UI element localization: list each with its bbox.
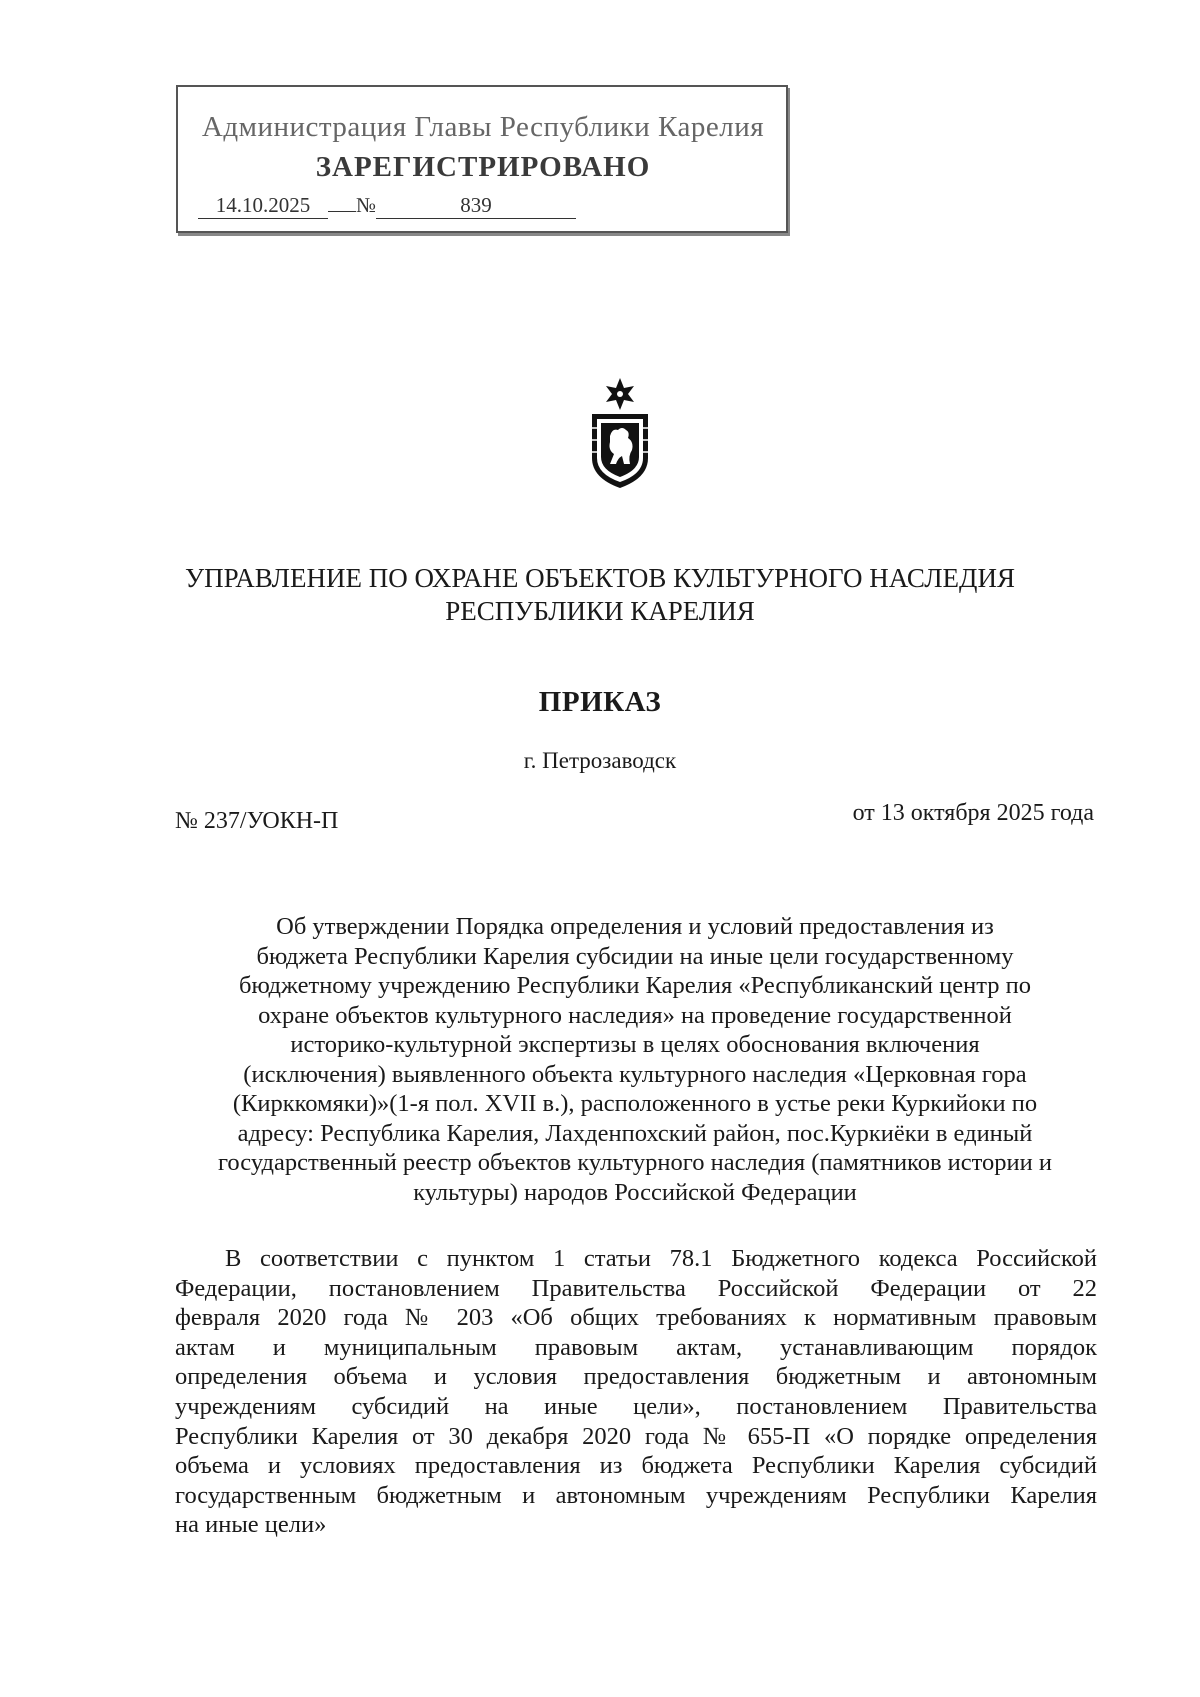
subject-line: историко-культурной экспертизы в целях обоснования включения — [290, 1031, 980, 1058]
agency-line-1: УПРАВЛЕНИЕ ПО ОХРАНЕ ОБЪЕКТОВ КУЛЬТУРНОГО НАСЛЕДИЯ — [185, 563, 1015, 593]
subject-line: охране объектов культурного наследия» на проведение государственной — [258, 1001, 1012, 1029]
stamp-registration-line — [198, 193, 576, 219]
agency-name — [150, 562, 1050, 628]
subject-line: бюджета Республики Карелия субсидии на иные цели государственному — [256, 942, 1014, 970]
coat-of-arms-icon — [588, 378, 652, 490]
order-preamble — [175, 1244, 1097, 1540]
body-line: учреждениям субсидий на иные цели», постановлением Правительства — [175, 1392, 1097, 1420]
order-number: № 237/УОКН-П — [175, 808, 339, 834]
body-line: объема и условиях предоставления из бюджета Республики Карелия субсидий — [175, 1452, 1097, 1480]
body-line: Федерации, постановлением Правительства Российской Федерации от 22 — [175, 1274, 1097, 1302]
body-line: определения объема и условия предоставления бюджетным и автономным — [175, 1363, 1097, 1391]
body-line: Республики Карелия от 30 декабря 2020 года № 655-П «О порядке определения — [175, 1422, 1097, 1450]
order-date: от 13 октября 2025 года — [852, 800, 1094, 826]
stamp-status: ЗАРЕГИСТРИРОВАНО — [315, 151, 651, 183]
stamp-date: 14.10.2025 — [198, 193, 328, 219]
document-type: ПРИКАЗ — [538, 686, 662, 718]
subject-line: (исключения) выявленного объекта культурного наследия «Церковная гора — [243, 1060, 1027, 1088]
registration-stamp — [176, 85, 788, 233]
stamp-number: 839 — [376, 193, 576, 219]
stamp-authority: Администрация Главы Республики Карелия — [201, 111, 765, 143]
order-subject — [175, 912, 1095, 1207]
body-line: государственным бюджетным и автономным учреждениям Республики Карелия — [175, 1481, 1097, 1509]
body-line: февраля 2020 года № 203 «Об общих требованиях к нормативным правовым — [175, 1304, 1097, 1332]
subject-line: (Кирккомяки)»(1-я пол. XVII в.), расположенного в устье реки Куркийоки по — [232, 1090, 1038, 1117]
agency-line-2: РЕСПУБЛИКИ КАРЕЛИЯ — [445, 596, 755, 626]
subject-line: культуры) народов Российской Федерации — [413, 1178, 857, 1206]
city: г. Петрозаводск — [523, 748, 677, 773]
body-line: актам и муниципальным правовым актам, устанавливающим порядок — [175, 1333, 1097, 1361]
subject-line: Об утверждении Порядка определения и условий предоставления из — [276, 913, 994, 940]
stamp-gap — [328, 211, 356, 212]
body-line: на иные цели» — [175, 1511, 327, 1539]
subject-line: бюджетному учреждению Республики Карелия «Республиканский центр по — [239, 972, 1031, 999]
stamp-number-sign: № — [356, 193, 377, 217]
body-line: В соответствии с пунктом 1 статьи 78.1 Бюджетного кодекса Российской — [225, 1245, 1097, 1272]
subject-line: государственный реестр объектов культурного наследия (памятников истории и — [217, 1149, 1052, 1176]
subject-line: адресу: Республика Карелия, Лахденпохский район, пос.Куркиёки в единый — [237, 1119, 1033, 1147]
